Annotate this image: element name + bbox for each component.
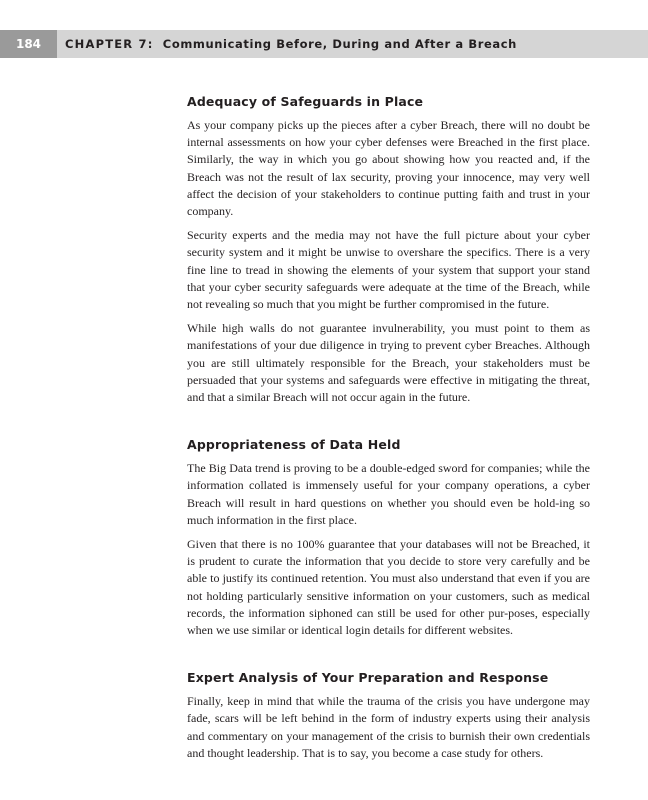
running-head-text	[65, 30, 517, 58]
paragraph: Given that there is no 100% guarantee that your databases will not be Breached, it is prudent to curate the information that you decide to store very carefully and be able to justify its continued retention. You must also understand that even if you are not holding particularly sensitive information on your customers, such as medical records, the information siphoned can still be used for other pur-poses, especially when we use similar or identical login details for different websites.	[187, 537, 590, 638]
page-body	[187, 93, 590, 792]
running-header	[0, 30, 648, 58]
section-expert-analysis	[187, 669, 590, 762]
section-heading: Appropriateness of Data Held	[187, 437, 401, 453]
section-heading: Adequacy of Safeguards in Place	[187, 94, 424, 109]
paragraph: While high walls do not guarantee invulnerability, you must point to them as manifestations of your due diligence in trying to prevent cyber Breaches. Although you are still ultimately responsible for the Breach, your stakeholders must be persuaded that your systems and safeguards were effective in mitigating the threat, and that a similar Breach will not occur again in the future.	[187, 321, 590, 405]
paragraph: As your company picks up the pieces after a cyber Breach, there will no doubt be internal assessments on how your cyber defenses were Breached in the first place. Similarly, the way in which you go about showing how you reacted and, if the Breach was not the result of lax security, proving your innocence, may very well affect the decision of your stakeholders to continue putting faith and trust in your company.	[187, 118, 590, 219]
paragraph: Finally, keep in mind that while the trauma of the crisis you have undergone may fade, scars will be left behind in the form of industry experts using their analysis and commentary on your management of the crisis to burnish their own credentials and thought leadership. That is to say, you become a case study for others.	[187, 694, 590, 760]
paragraph: Security experts and the media may not have the full picture about your cyber security system and it might be unwise to overshare the specifics. There is a very fine line to tread in showing the elements of your system that support your stand that your cyber security safeguards were adequate at the time of the Breach, while not revealing so much that you might be further compromised in the future.	[187, 228, 590, 312]
section-heading: Expert Analysis of Your Preparation and Response	[187, 670, 549, 686]
paragraph: The Big Data trend is proving to be a double-edged sword for companies; while the information collated is immensely useful for your company operations, a cyber Breach will result in hard questions on whether you should even be hold-ing so much information in the first place.	[187, 461, 590, 527]
page-number: 184	[0, 30, 57, 58]
section-adequacy-of-safeguards	[187, 93, 590, 406]
chapter-title: Communicating Before, During and After a Breach	[162, 37, 517, 51]
section-appropriateness-of-data	[187, 436, 590, 639]
chapter-label: CHAPTER 7:	[65, 37, 154, 51]
